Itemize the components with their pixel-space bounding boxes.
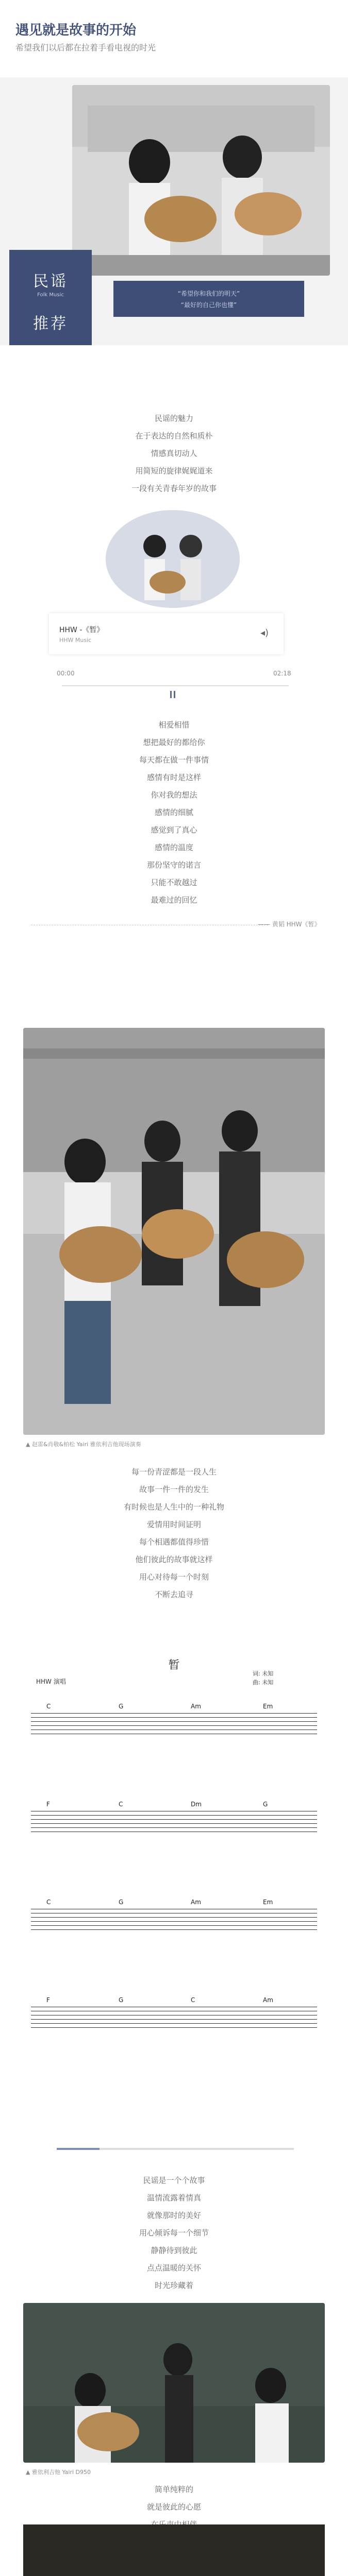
poem-line: 用简短的旋律娓娓道来 [135, 466, 213, 476]
chord-label: Am [191, 1703, 201, 1710]
poem-line: 在于表达的自然和质朴 [135, 431, 213, 440]
chord-label: Am [191, 1899, 201, 1906]
poem-line: 最难过的回忆 [151, 895, 197, 905]
track-title: HHW -《暂》 [59, 626, 104, 634]
poem-line: 他们彼此的故事就这样 [135, 1555, 213, 1564]
time-end: 02:18 [273, 670, 291, 677]
score-composer: 曲: 未知 [253, 1679, 274, 1686]
badge-recommend: 推荐 [33, 315, 68, 333]
badge-title: 民谣 [33, 273, 68, 291]
poem-line: 只能不敢越过 [151, 878, 197, 887]
band-photo [23, 1028, 325, 1435]
signature: —— 黄韬 HHW《暂》 [258, 921, 321, 928]
poem-line: 每一份青涩都是一段人生 [131, 1467, 217, 1477]
tab-staff [31, 1996, 317, 2027]
time-start: 00:00 [57, 670, 75, 677]
poem-line: 民谣是一个个故事 [143, 2176, 205, 2185]
poem-line: 不断去追寻 [154, 1590, 193, 1599]
track-artist: HHW Music [59, 637, 92, 643]
tab-staff [31, 1801, 317, 1832]
chord-label: C [46, 1899, 51, 1906]
chord-label: C [191, 1996, 195, 2004]
intro-poem [0, 410, 348, 497]
hero-photo [72, 85, 330, 276]
poem-line: 想把最好的都给你 [143, 738, 205, 747]
page-title: 遇见就是故事的开始 [15, 23, 137, 38]
chord-label: G [263, 1801, 268, 1808]
tab-staff [31, 1899, 317, 1929]
chord-label: G [119, 1996, 124, 2004]
chord-label: F [46, 1801, 50, 1808]
poem-line: 时光珍藏着 [154, 2281, 193, 2290]
chord-label: G [119, 1703, 124, 1710]
poem-line: 就像那时的美好 [146, 2211, 201, 2220]
poem-line: 温情流露着情真 [146, 2193, 201, 2202]
audio-progress-track[interactable] [62, 685, 289, 686]
score-title: 暂 [168, 1659, 180, 1672]
warmth-poem [0, 2172, 348, 2294]
poem-line: 那份坚守的诺言 [146, 860, 201, 870]
badge-english: Folk Music [37, 292, 64, 298]
chord-label: G [119, 1899, 124, 1906]
round-photo [106, 510, 240, 608]
poem-line: 感觉到了真心 [151, 825, 197, 835]
score-lyricist: 词: 未知 [253, 1670, 274, 1677]
poem-line: 每天都在做一件事情 [139, 755, 209, 765]
poem-line: 相爱相惜 [158, 720, 190, 730]
chord-label: Em [263, 1899, 273, 1906]
chord-label: Dm [191, 1801, 202, 1808]
classroom-photo [23, 2303, 325, 2463]
poem-line: 爱情用时间证明 [146, 1520, 201, 1529]
play-icon[interactable] [168, 689, 178, 700]
chord-label: Em [263, 1703, 273, 1710]
story-poem [0, 1463, 348, 1603]
poem-line: 用心对待每一个时刻 [139, 1572, 209, 1582]
photo-caption: ▲ 雅依利吉他 Yairi D950 [26, 2469, 91, 2476]
poem-line: 民谣的魅力 [154, 414, 193, 423]
poem-line: 静静待到彼此 [151, 2246, 197, 2255]
chord-label: C [119, 1801, 123, 1808]
tagline-1: “希望你和我们的明天” [177, 290, 240, 297]
page-subtitle: 希望我们以后都在拉着手看电视的时光 [15, 43, 156, 53]
tagline-2: “最好的自己你也懂” [180, 301, 237, 309]
poem-line: 用心倾诉每一个细节 [139, 2228, 209, 2238]
poem-line: 情感真切动人 [151, 449, 197, 458]
poem-line: 感情的温度 [154, 843, 193, 852]
chord-label: F [46, 1996, 50, 2004]
poem-line: 有时候也是人生中的一种礼物 [123, 1502, 224, 1512]
poem-line: 故事一件一件的发生 [139, 1485, 209, 1494]
poem-line: 一段有关青春年岁的故事 [131, 484, 217, 493]
closing-poem [0, 2468, 348, 2533]
chord-label: Am [263, 1996, 273, 2004]
scroll-thumb[interactable] [57, 2148, 100, 2150]
poem-line: 就是彼此的心愿 [146, 2502, 201, 2512]
hero-tagline [113, 281, 304, 317]
poem-line: 简单纯粹的 [154, 2485, 193, 2494]
lyric-poem [0, 716, 348, 909]
video-player[interactable] [23, 2524, 325, 2576]
score-subtitle: HHW 演唱 [36, 1678, 66, 1685]
poem-line: 你对我的想法 [151, 790, 197, 800]
guitar-tab-sheet [26, 1646, 322, 2110]
image-scroll-bar[interactable] [57, 2143, 294, 2155]
audio-player-card[interactable] [49, 613, 284, 654]
photo-caption: ▲ 赵雷&肖敬&柏松 Yairi 雅依利吉他现场演奏 [26, 1441, 141, 1448]
poem-line: 点点温暖的关怀 [146, 2263, 201, 2273]
poem-line: 每个相遇都值得珍惜 [139, 1537, 209, 1547]
poem-line: 感情的细腻 [154, 808, 193, 817]
folk-badge [9, 250, 92, 345]
volume-icon[interactable]: ◂) [260, 628, 269, 638]
tab-staff [31, 1703, 317, 1734]
chord-label: C [46, 1703, 51, 1710]
poem-line: 感情有时是这样 [146, 773, 201, 782]
